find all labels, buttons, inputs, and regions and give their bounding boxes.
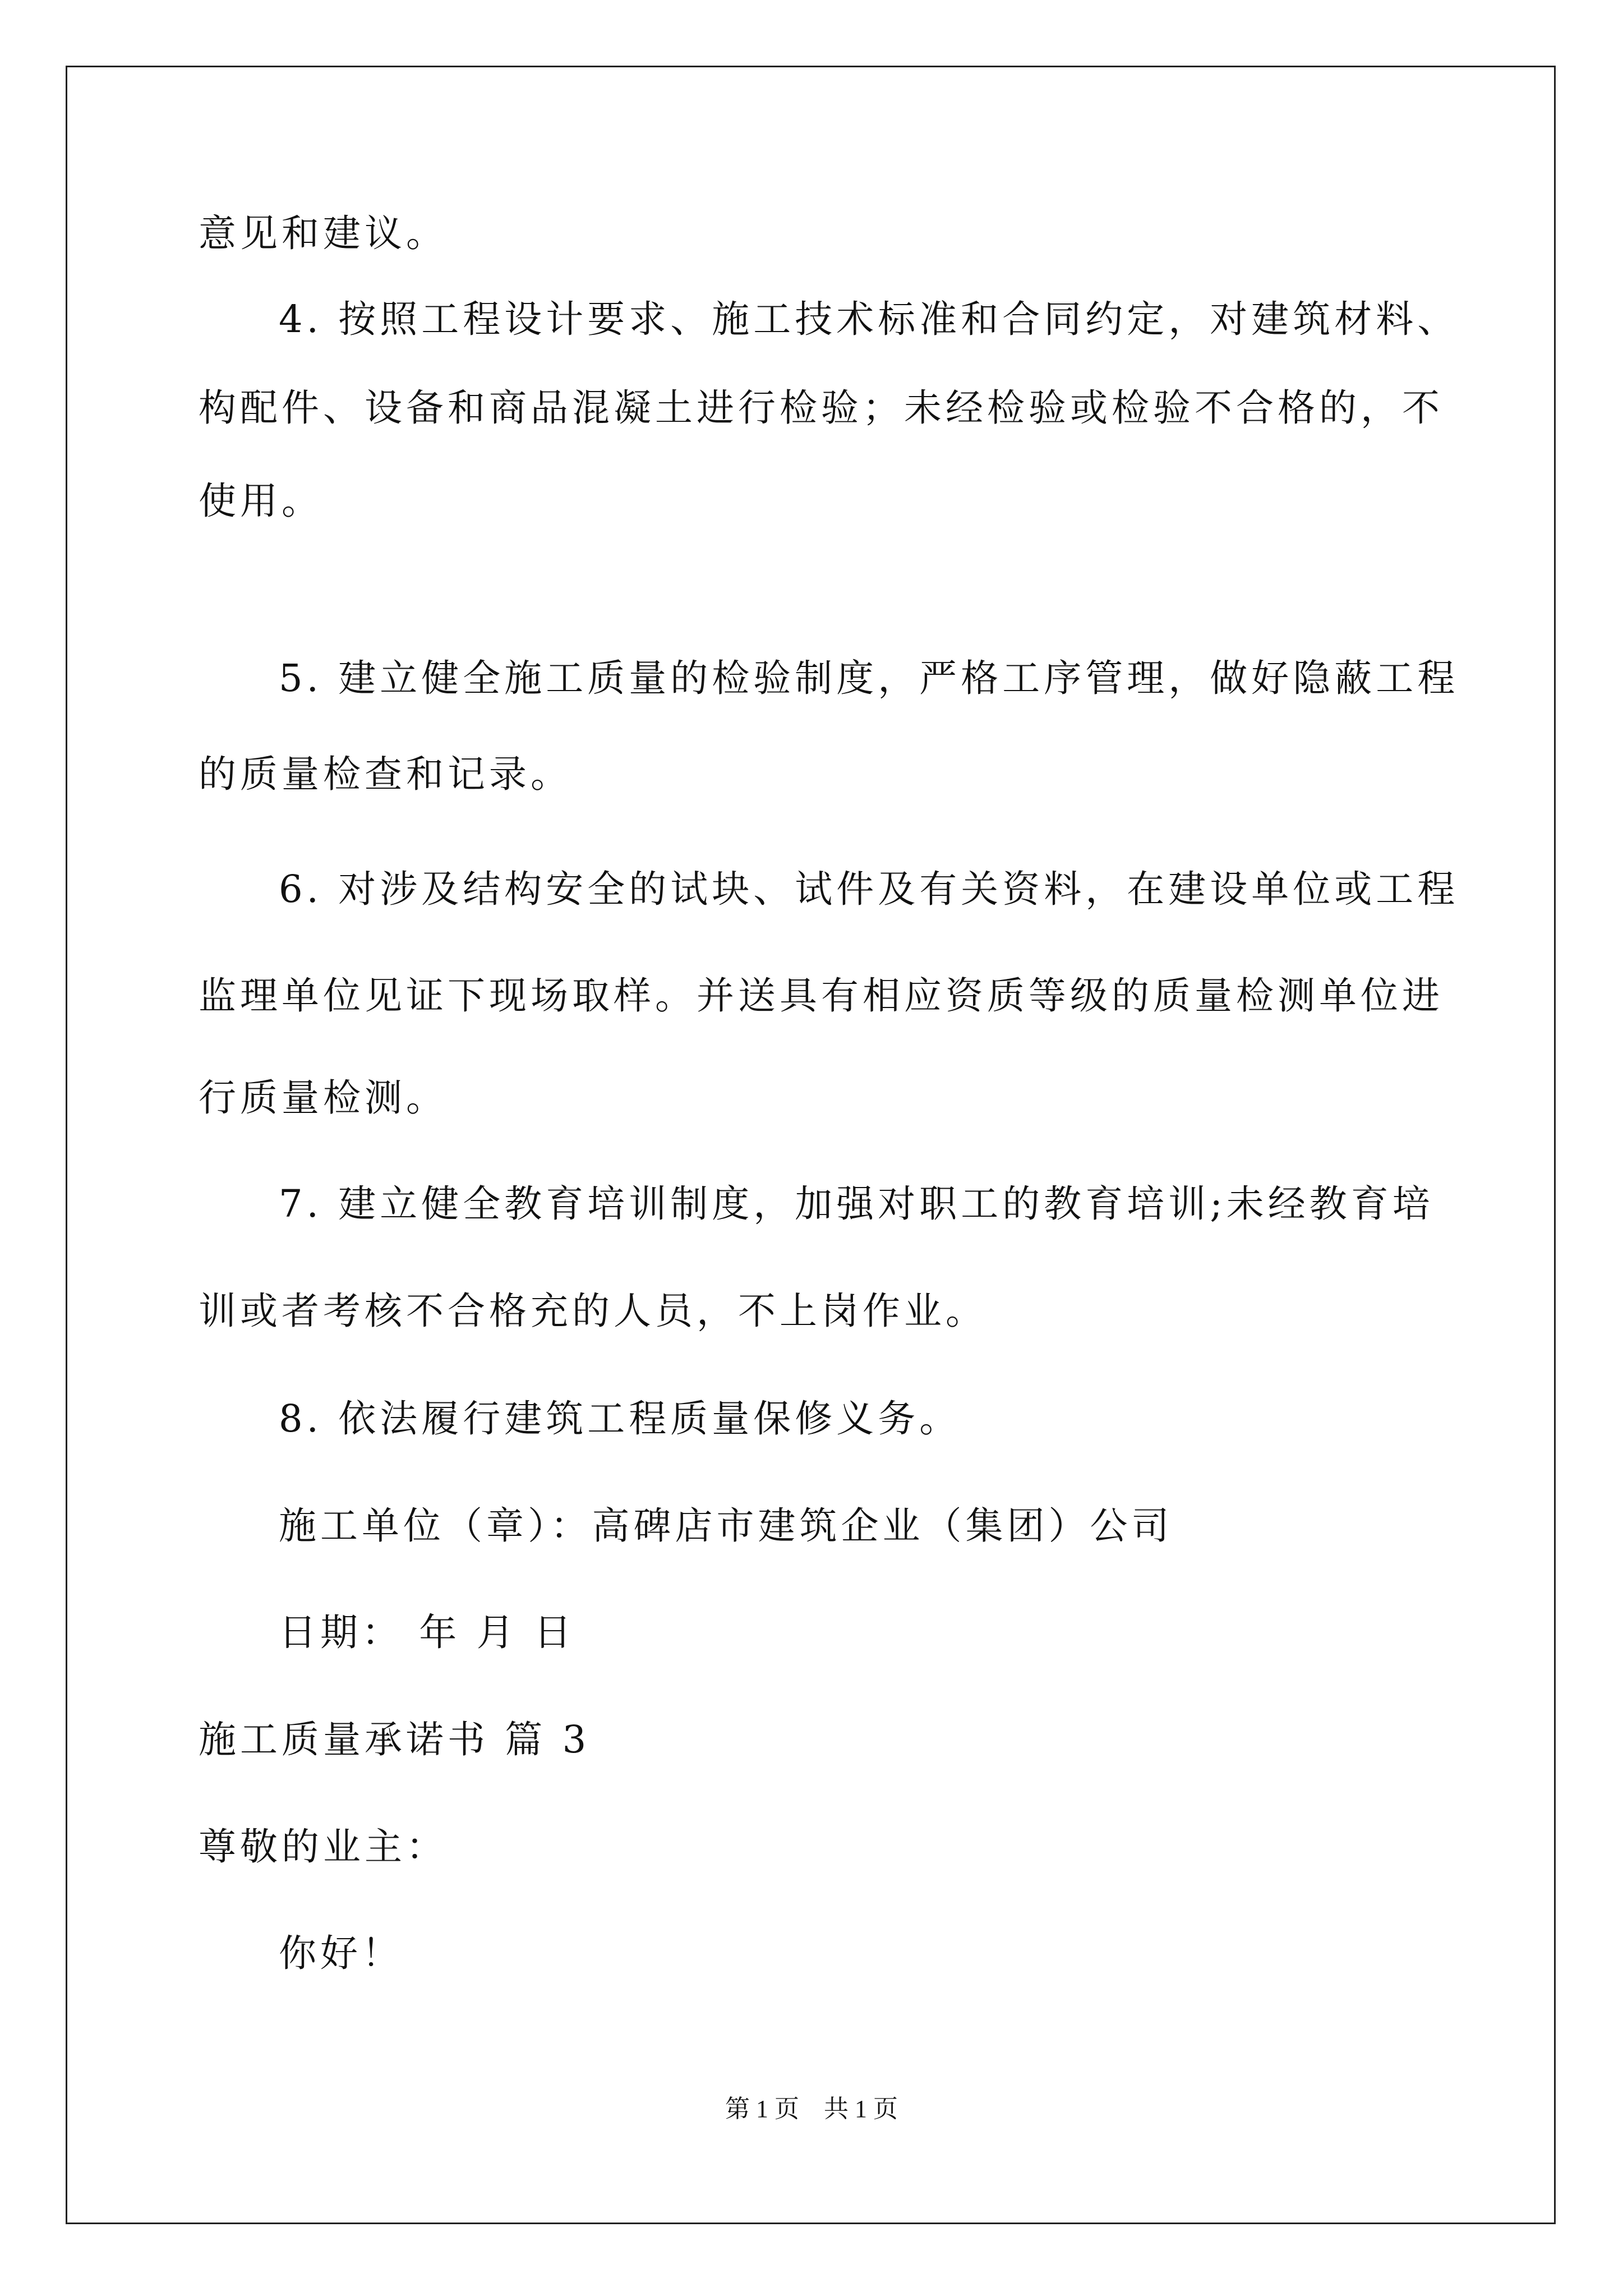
text-line-14: 日期： 年 月 日 [279, 1611, 575, 1654]
text-line-9: 行质量检测。 [199, 1076, 448, 1120]
text-line-12: 8. 依法履行建筑工程质量保修义务。 [279, 1397, 961, 1441]
text-line-11: 训或者考核不合格充的人员，不上岗作业。 [199, 1289, 987, 1333]
section-heading: 施工质量承诺书 篇 3 [199, 1718, 591, 1761]
text-line-2: 4. 按照工程设计要求、施工技术标准和合同约定，对建筑材料、 [279, 297, 1459, 341]
text-line-10: 7. 建立健全教育培训制度，加强对职工的教育培训;未经教育培 [279, 1182, 1434, 1226]
text-line-4: 使用。 [199, 479, 323, 523]
greeting: 你好！ [279, 1931, 403, 1975]
text-line-6: 的质量检查和记录。 [199, 752, 572, 796]
text-line-3: 构配件、设备和商品混凝土进行检验；未经检验或检验不合格的，不 [199, 386, 1444, 430]
text-line-1: 意见和建议。 [199, 211, 448, 255]
page-footer: 第 1 页 共 1 页 [725, 2095, 898, 2123]
text-line-7: 6. 对涉及结构安全的试块、试件及有关资料，在建设单位或工程 [279, 867, 1459, 911]
text-line-8: 监理单位见证下现场取样。并送具有相应资质等级的质量检测单位进 [199, 974, 1444, 1018]
text-line-13: 施工单位（章）：高碑店市建筑企业（集团）公司 [279, 1504, 1173, 1548]
salutation: 尊敬的业主： [199, 1825, 448, 1869]
text-line-5: 5. 建立健全施工质量的检验制度，严格工序管理，做好隐蔽工程 [279, 656, 1459, 700]
